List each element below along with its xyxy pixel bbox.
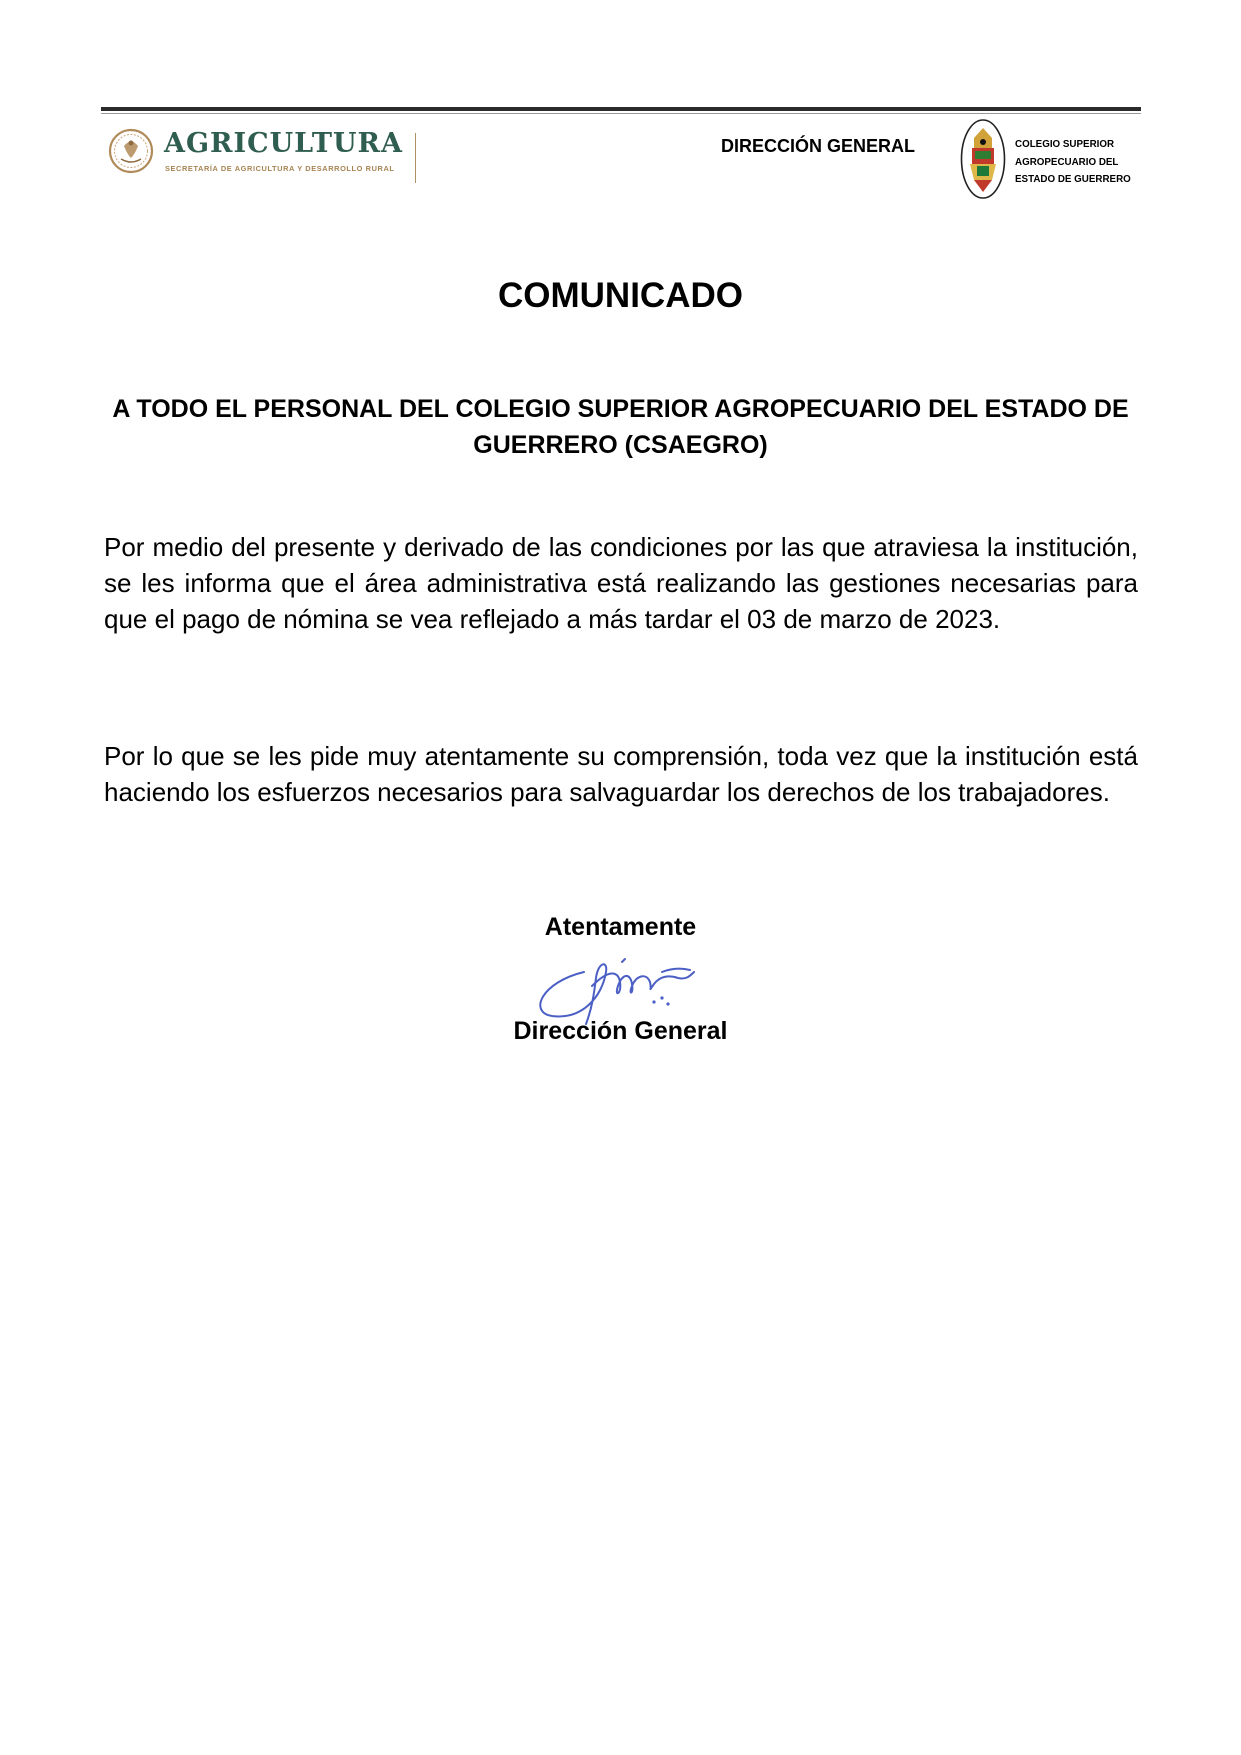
document-recipient: A TODO EL PERSONAL DEL COLEGIO SUPERIOR AGROPECUARIO DEL ESTADO DE GUERRERO (CSAEGRO) [112, 395, 1129, 459]
header-top-rule [101, 107, 1141, 111]
agency-subtitle: SECRETARÍA DE AGRICULTURA Y DESARROLLO RURAL [165, 164, 395, 173]
agricultura-logo [108, 124, 418, 186]
agency-name: AGRICULTURA [164, 128, 403, 159]
institution-shield-icon [960, 118, 1006, 200]
logo-divider [415, 133, 416, 183]
body-paragraph-1: Por medio del presente y derivado de las condiciones por las que atraviesa la institución, se les informa que el área administrativa está realizando las gestiones necesarias para que el pago de nómina se vea reflejado a más tardar el 03 de marzo de 2023. [104, 532, 1138, 634]
body-paragraph-2: Por lo que se les pide muy atentamente su comprensión, toda vez que la institución está haciendo los esfuerzos necesarios para salvaguardar los derechos de los trabajadores. [104, 741, 1138, 807]
institution-name-line-3: ESTADO DE GUERRERO [1015, 174, 1131, 185]
document-title: COMUNICADO [498, 276, 743, 315]
institution-name-line-2: AGROPECUARIO DEL [1015, 156, 1119, 168]
header-top-rule-thin [101, 113, 1141, 114]
closing-salutation: Atentamente [544, 913, 697, 941]
national-emblem-icon [108, 126, 154, 176]
institution-name-line-1: COLEGIO SUPERIOR [1015, 139, 1115, 150]
institution-name [1015, 136, 1131, 189]
signer-title: Dirección General [513, 1017, 728, 1045]
header-department: DIRECCIÓN GENERAL [720, 136, 915, 156]
